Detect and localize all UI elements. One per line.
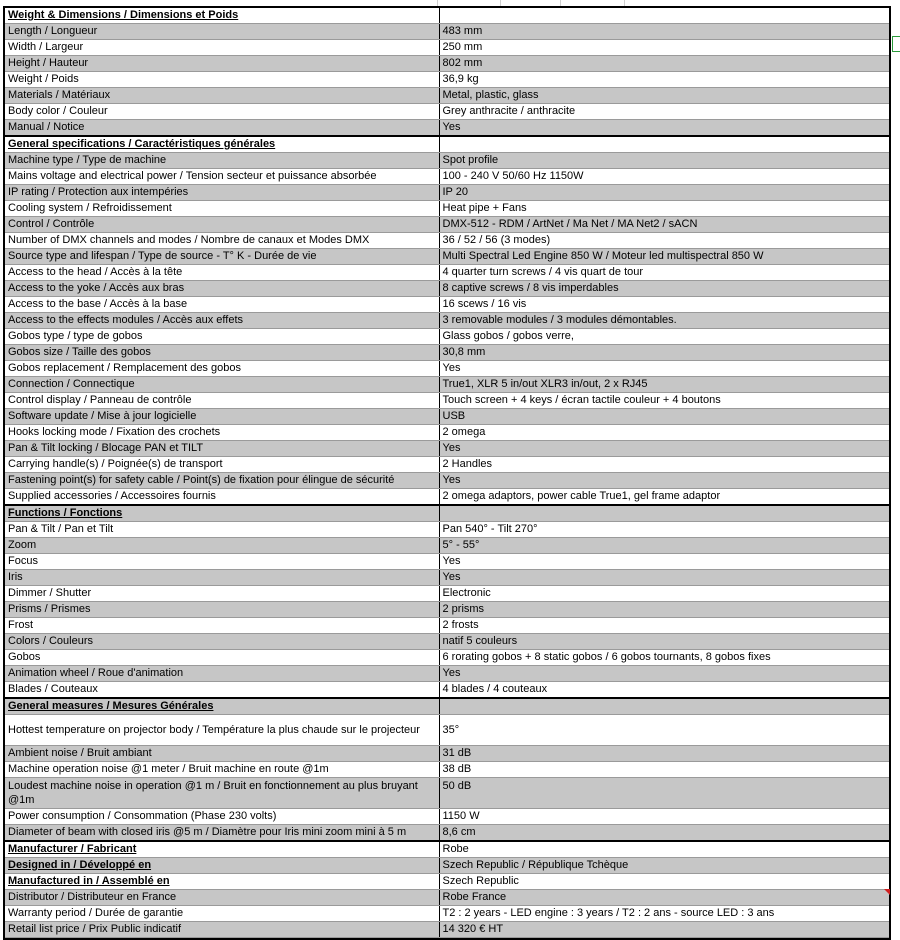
spec-value-cell[interactable]: 2 omega: [439, 425, 889, 441]
spec-value-cell[interactable]: 1150 W: [439, 809, 889, 825]
spec-value-cell[interactable]: 35°: [439, 715, 889, 746]
section-header-blank: [439, 505, 889, 522]
spec-label-cell[interactable]: Retail list price / Prix Public indicatif: [5, 922, 439, 938]
spec-value-cell[interactable]: Heat pipe + Fans: [439, 201, 889, 217]
spec-value-cell[interactable]: 483 mm: [439, 24, 889, 40]
spec-value-cell[interactable]: Glass gobos / gobos verre,: [439, 329, 889, 345]
spec-label-cell[interactable]: Access to the head / Accès à la tête: [5, 265, 439, 281]
spec-row: [5, 361, 889, 377]
spec-value-cell[interactable]: Pan 540° - Tilt 270°: [439, 522, 889, 538]
spec-row: [5, 104, 889, 120]
spec-row: [5, 409, 889, 425]
spec-value-cell[interactable]: Szech Republic / République Tchèque: [439, 858, 889, 874]
spec-label-cell[interactable]: Length / Longueur: [5, 24, 439, 40]
section-header-label[interactable]: General specifications / Caractéristiques générales: [5, 136, 439, 153]
spec-label-cell[interactable]: Manufacturer / Fabricant: [5, 841, 439, 858]
spec-row: [5, 233, 889, 249]
spec-value-cell[interactable]: 802 mm: [439, 56, 889, 72]
spec-label-cell[interactable]: Control / Contrôle: [5, 217, 439, 233]
footer-row: [5, 906, 889, 922]
spec-row: [5, 489, 889, 506]
spec-label-cell[interactable]: Control display / Panneau de contrôle: [5, 393, 439, 409]
spec-value-cell[interactable]: Szech Republic: [439, 874, 889, 890]
spec-row: [5, 120, 889, 137]
spec-value-cell[interactable]: Yes: [439, 570, 889, 586]
spec-value-cell[interactable]: Robe France: [439, 890, 889, 906]
spec-row: [5, 329, 889, 345]
spec-label-cell[interactable]: Pan & Tilt / Pan et Tilt: [5, 522, 439, 538]
spec-row: [5, 441, 889, 457]
spec-label-cell[interactable]: Materials / Matériaux: [5, 88, 439, 104]
section-header: [5, 505, 889, 522]
spec-row: [5, 746, 889, 762]
spec-value-cell[interactable]: IP 20: [439, 185, 889, 201]
spec-label-cell[interactable]: Fastening point(s) for safety cable / Point(s) de fixation pour élingue de sécurité: [5, 473, 439, 489]
comment-indicator-icon[interactable]: [884, 889, 890, 895]
spec-row: [5, 88, 889, 104]
spec-row: [5, 634, 889, 650]
spec-row: [5, 153, 889, 169]
section-header-label[interactable]: Weight & Dimensions / Dimensions et Poids: [5, 8, 439, 24]
spec-value-cell[interactable]: 5° - 55°: [439, 538, 889, 554]
spec-row: [5, 602, 889, 618]
spec-value-cell[interactable]: 2 frosts: [439, 618, 889, 634]
spec-value-cell[interactable]: Touch screen + 4 keys / écran tactile couleur + 4 boutons: [439, 393, 889, 409]
spec-sheet: [3, 6, 891, 940]
spec-label-cell[interactable]: Access to the yoke / Accès aux bras: [5, 281, 439, 297]
spec-value-cell[interactable]: 30,8 mm: [439, 345, 889, 361]
spec-label-cell[interactable]: Hottest temperature on projector body / Température la plus chaude sur le projecteur: [5, 715, 439, 746]
spec-label-cell[interactable]: Diameter of beam with closed iris @5 m / Diamètre pour Iris mini zoom mini à 5 m: [5, 825, 439, 842]
spec-value-cell[interactable]: 100 - 240 V 50/60 Hz 1150W: [439, 169, 889, 185]
spec-row: [5, 345, 889, 361]
spec-label-cell[interactable]: Height / Hauteur: [5, 56, 439, 72]
section-header: [5, 8, 889, 24]
spec-row: [5, 72, 889, 88]
spec-value-cell[interactable]: Metal, plastic, glass: [439, 88, 889, 104]
spec-label-cell[interactable]: Carrying handle(s) / Poignée(s) de transport: [5, 457, 439, 473]
spec-label-cell[interactable]: Width / Largeur: [5, 40, 439, 56]
spec-label-cell[interactable]: Mains voltage and electrical power / Tension secteur et puissance absorbée: [5, 169, 439, 185]
spec-label-cell[interactable]: Manual / Notice: [5, 120, 439, 137]
spec-value-cell[interactable]: Grey anthracite / anthracite: [439, 104, 889, 120]
spec-row: [5, 682, 889, 699]
spec-row: [5, 201, 889, 217]
spec-table-body: [5, 8, 889, 938]
spec-label-cell[interactable]: Designed in / Développé en: [5, 858, 439, 874]
spec-label-cell[interactable]: Software update / Mise à jour logicielle: [5, 409, 439, 425]
spec-label-cell[interactable]: Prisms / Prismes: [5, 602, 439, 618]
section-header-label[interactable]: Functions / Fonctions: [5, 505, 439, 522]
spec-row: [5, 249, 889, 265]
spec-value-cell[interactable]: Electronic: [439, 586, 889, 602]
spec-label-cell[interactable]: Pan & Tilt locking / Blocage PAN et TILT: [5, 441, 439, 457]
spec-label-cell[interactable]: Access to the base / Accès à la base: [5, 297, 439, 313]
spec-value-cell[interactable]: 50 dB: [439, 778, 889, 809]
spec-row: [5, 377, 889, 393]
spec-label-cell[interactable]: Loudest machine noise in operation @1 m / Bruit en fonctionnement au plus bruyant @1m: [5, 778, 439, 809]
spec-row: [5, 715, 889, 746]
spec-row: [5, 825, 889, 842]
spec-label-cell[interactable]: Connection / Connectique: [5, 377, 439, 393]
spec-value-cell[interactable]: Yes: [439, 666, 889, 682]
spec-value-cell[interactable]: 2 omega adaptors, power cable True1, gel frame adaptor: [439, 489, 889, 506]
section-header-blank: [439, 136, 889, 153]
spec-label-cell[interactable]: Warranty period / Durée de garantie: [5, 906, 439, 922]
spec-row: [5, 809, 889, 825]
spec-label-cell[interactable]: Colors / Couleurs: [5, 634, 439, 650]
spec-label-cell[interactable]: Distributor / Distributeur en France: [5, 890, 439, 906]
section-header-blank: [439, 698, 889, 715]
spec-row: [5, 762, 889, 778]
spec-label-cell[interactable]: Frost: [5, 618, 439, 634]
spec-row: [5, 313, 889, 329]
spec-row: [5, 185, 889, 201]
spec-value-cell[interactable]: 4 quarter turn screws / 4 vis quart de tour: [439, 265, 889, 281]
spec-row: [5, 297, 889, 313]
spec-row: [5, 522, 889, 538]
footer-row: [5, 858, 889, 874]
spec-value-cell[interactable]: 2 Handles: [439, 457, 889, 473]
spec-value-cell[interactable]: USB: [439, 409, 889, 425]
spec-label-cell[interactable]: Body color / Couleur: [5, 104, 439, 120]
section-header: [5, 136, 889, 153]
spec-row: [5, 56, 889, 72]
spec-row: [5, 40, 889, 56]
spec-label-cell[interactable]: Gobos replacement / Remplacement des gobos: [5, 361, 439, 377]
spec-row: [5, 570, 889, 586]
spec-row: [5, 538, 889, 554]
spec-value-cell[interactable]: 4 blades / 4 couteaux: [439, 682, 889, 699]
section-header-blank: [439, 8, 889, 24]
spec-label-cell[interactable]: Iris: [5, 570, 439, 586]
spec-row: [5, 393, 889, 409]
spec-label-cell[interactable]: Manufactured in / Assemblé en: [5, 874, 439, 890]
spec-value-cell[interactable]: 31 dB: [439, 746, 889, 762]
spec-value-cell[interactable]: 2 prisms: [439, 602, 889, 618]
spec-value-cell[interactable]: T2 : 2 years - LED engine : 3 years / T2 : 2 ans - source LED : 3 ans: [439, 906, 889, 922]
spec-label-cell[interactable]: Power consumption / Consommation (Phase 230 volts): [5, 809, 439, 825]
footer-row: [5, 841, 889, 858]
spec-value-cell[interactable]: 36,9 kg: [439, 72, 889, 88]
spec-label-cell[interactable]: Hooks locking mode / Fixation des crochets: [5, 425, 439, 441]
spec-value-cell[interactable]: 3 removable modules / 3 modules démontables.: [439, 313, 889, 329]
spec-label-cell[interactable]: Cooling system / Refroidissement: [5, 201, 439, 217]
spec-row: [5, 169, 889, 185]
spec-value-cell[interactable]: 16 scews / 16 vis: [439, 297, 889, 313]
spec-label-cell[interactable]: Machine type / Type de machine: [5, 153, 439, 169]
cell-selection-marker[interactable]: [892, 36, 900, 52]
spec-table: [5, 8, 889, 938]
spec-row: [5, 554, 889, 570]
spec-value-cell[interactable]: 38 dB: [439, 762, 889, 778]
spec-row: [5, 265, 889, 281]
spec-row: [5, 586, 889, 602]
spec-value-cell[interactable]: 250 mm: [439, 40, 889, 56]
spec-value-cell[interactable]: Multi Spectral Led Engine 850 W / Moteur led multispectral 850 W: [439, 249, 889, 265]
spec-value-cell[interactable]: 14 320 € HT: [439, 922, 889, 938]
spec-label-cell[interactable]: Zoom: [5, 538, 439, 554]
spec-label-cell[interactable]: Ambient noise / Bruit ambiant: [5, 746, 439, 762]
spec-value-cell[interactable]: 36 / 52 / 56 (3 modes): [439, 233, 889, 249]
spec-value-cell[interactable]: 8 captive screws / 8 vis imperdables: [439, 281, 889, 297]
spec-value-cell[interactable]: DMX-512 - RDM / ArtNet / Ma Net / MA Net2 / sACN: [439, 217, 889, 233]
spec-label-cell[interactable]: Gobos size / Taille des gobos: [5, 345, 439, 361]
spec-row: [5, 425, 889, 441]
spec-row: [5, 650, 889, 666]
spec-label-cell[interactable]: Dimmer / Shutter: [5, 586, 439, 602]
footer-row: [5, 874, 889, 890]
spec-label-cell[interactable]: Number of DMX channels and modes / Nombre de canaux et Modes DMX: [5, 233, 439, 249]
spec-value-cell[interactable]: Yes: [439, 554, 889, 570]
spec-label-cell[interactable]: Gobos type / type de gobos: [5, 329, 439, 345]
spec-label-cell[interactable]: Source type and lifespan / Type de source - T° K - Durée de vie: [5, 249, 439, 265]
spec-row: [5, 217, 889, 233]
spec-row: [5, 618, 889, 634]
spec-label-cell[interactable]: Gobos: [5, 650, 439, 666]
spec-row: [5, 281, 889, 297]
spec-label-cell[interactable]: Blades / Couteaux: [5, 682, 439, 699]
footer-row: [5, 922, 889, 938]
spec-value-cell[interactable]: Yes: [439, 473, 889, 489]
spec-value-cell[interactable]: natif 5 couleurs: [439, 634, 889, 650]
footer-row: [5, 890, 889, 906]
spec-row: [5, 778, 889, 809]
spec-row: [5, 473, 889, 489]
spec-value-cell[interactable]: Yes: [439, 441, 889, 457]
spec-value-cell[interactable]: Spot profile: [439, 153, 889, 169]
spec-label-cell[interactable]: Machine operation noise @1 meter / Bruit machine en route @1m: [5, 762, 439, 778]
spec-label-cell[interactable]: Supplied accessories / Accessoires fournis: [5, 489, 439, 506]
spec-value-cell[interactable]: Yes: [439, 120, 889, 137]
spec-value-cell[interactable]: 8,6 cm: [439, 825, 889, 842]
section-header: [5, 698, 889, 715]
spec-row: [5, 24, 889, 40]
spec-row: [5, 457, 889, 473]
spec-value-cell[interactable]: True1, XLR 5 in/out XLR3 in/out, 2 x RJ45: [439, 377, 889, 393]
spec-row: [5, 666, 889, 682]
spec-value-cell[interactable]: Robe: [439, 841, 889, 858]
spec-label-cell[interactable]: Focus: [5, 554, 439, 570]
spec-label-cell[interactable]: IP rating / Protection aux intempéries: [5, 185, 439, 201]
spec-label-cell[interactable]: Animation wheel / Roue d'animation: [5, 666, 439, 682]
spec-label-cell[interactable]: Weight / Poids: [5, 72, 439, 88]
spec-value-cell[interactable]: 6 rorating gobos + 8 static gobos / 6 gobos tournants, 8 gobos fixes: [439, 650, 889, 666]
section-header-label[interactable]: General measures / Mesures Générales: [5, 698, 439, 715]
spec-value-cell[interactable]: Yes: [439, 361, 889, 377]
spec-label-cell[interactable]: Access to the effects modules / Accès aux effets: [5, 313, 439, 329]
